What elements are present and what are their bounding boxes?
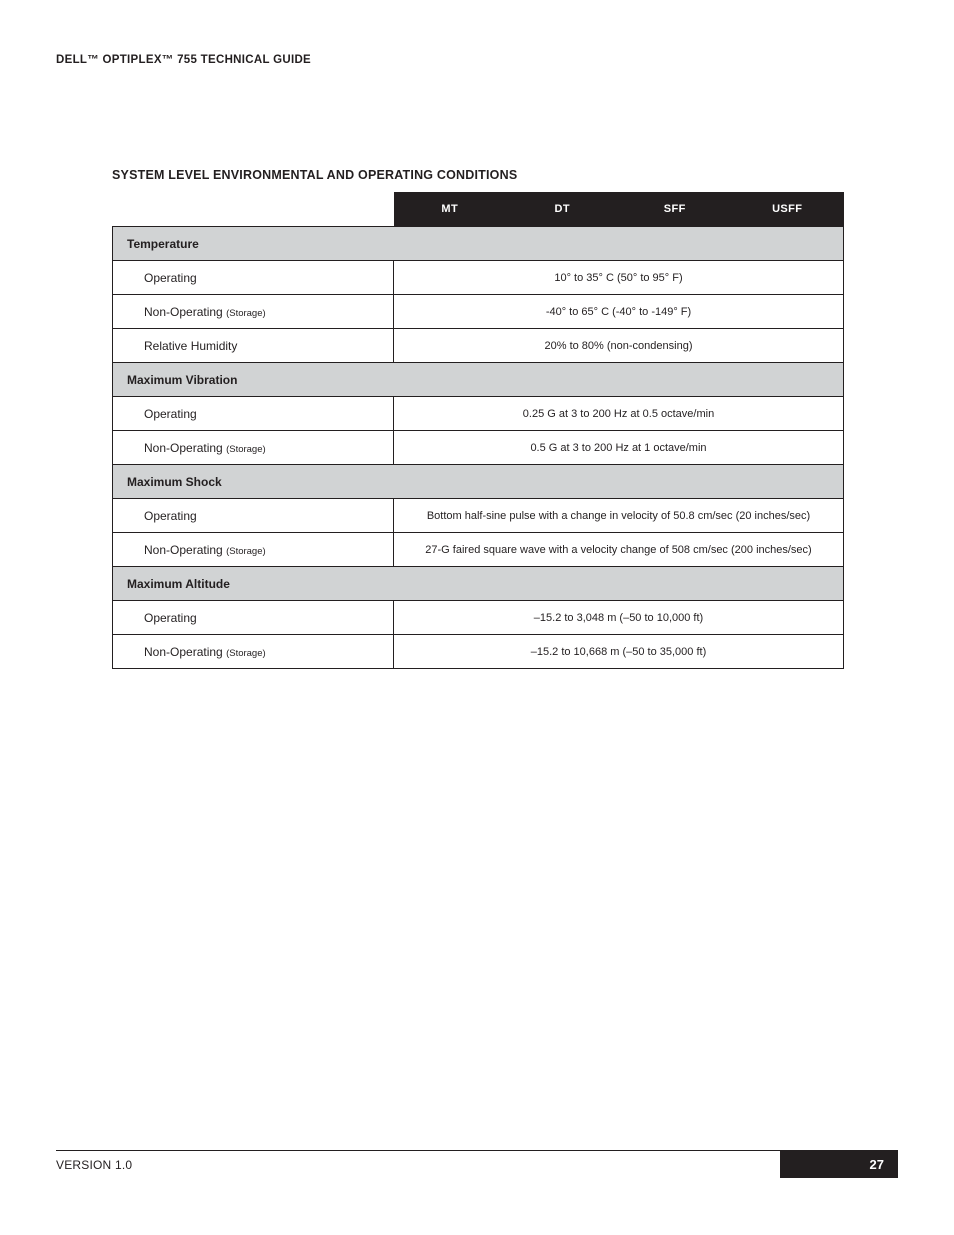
section-title: SYSTEM LEVEL ENVIRONMENTAL AND OPERATING CONDITIONS	[112, 168, 518, 182]
row-label	[113, 295, 394, 329]
category-label: Maximum Shock	[113, 465, 844, 499]
row-label-text: Operating	[144, 270, 197, 285]
table-row	[113, 295, 844, 329]
column-header-sff: SFF	[663, 203, 686, 215]
row-label-text: Non-Operating	[144, 542, 223, 557]
header-blank-cell	[113, 192, 394, 227]
row-label-text: Non-Operating	[144, 304, 223, 319]
row-label-text: Operating	[144, 508, 197, 523]
table-row	[113, 261, 844, 295]
column-header-usff: USFF	[772, 203, 803, 215]
table-row	[113, 397, 844, 431]
row-value: 20% to 80% (non-condensing)	[394, 329, 844, 363]
row-label	[113, 431, 394, 465]
row-label	[113, 533, 394, 567]
row-value: 0.5 G at 3 to 200 Hz at 1 octave/min	[394, 431, 844, 465]
table-row	[113, 601, 844, 635]
header-columns-cell	[394, 192, 844, 227]
row-value: –15.2 to 3,048 m (–50 to 10,000 ft)	[394, 601, 844, 635]
row-value: –15.2 to 10,668 m (–50 to 35,000 ft)	[394, 635, 844, 669]
category-row-shock	[113, 465, 844, 499]
row-label-note: (Storage)	[226, 545, 266, 557]
category-label: Temperature	[113, 227, 844, 261]
row-label-note: (Storage)	[226, 307, 266, 319]
row-label	[113, 329, 394, 363]
row-value: 0.25 G at 3 to 200 Hz at 0.5 octave/min	[394, 397, 844, 431]
row-label-note: (Storage)	[226, 647, 266, 659]
row-label-text: Relative Humidity	[144, 338, 238, 353]
page-number-box	[780, 1151, 898, 1178]
row-label-text: Non-Operating	[144, 440, 223, 455]
row-value: 27-G faired square wave with a velocity change of 508 cm/sec (200 inches/sec)	[394, 533, 844, 567]
row-label	[113, 635, 394, 669]
table-row	[113, 329, 844, 363]
row-label-note: (Storage)	[226, 443, 266, 455]
column-header-dt: DT	[554, 203, 570, 215]
row-label	[113, 397, 394, 431]
column-header-mt: MT	[441, 203, 459, 215]
footer-divider	[56, 1150, 898, 1151]
environmental-conditions-table	[112, 192, 844, 669]
category-label: Maximum Altitude	[113, 567, 844, 601]
category-label: Maximum Vibration	[113, 363, 844, 397]
row-value: -40° to 65° C (-40° to -149° F)	[394, 295, 844, 329]
category-row-altitude	[113, 567, 844, 601]
table-row	[113, 635, 844, 669]
category-row-temperature	[113, 227, 844, 261]
row-value: Bottom half-sine pulse with a change in velocity of 50.8 cm/sec (20 inches/sec)	[394, 499, 844, 533]
table-row	[113, 499, 844, 533]
version-label: VERSION 1.0	[56, 1158, 133, 1172]
row-label-text: Non-Operating	[144, 644, 223, 659]
table-header-row	[113, 192, 844, 227]
row-label	[113, 601, 394, 635]
row-value: 10° to 35° C (50° to 95° F)	[394, 261, 844, 295]
row-label-text: Operating	[144, 610, 197, 625]
table-row	[113, 533, 844, 567]
category-row-vibration	[113, 363, 844, 397]
table-row	[113, 431, 844, 465]
row-label-text: Operating	[144, 406, 197, 421]
row-label	[113, 261, 394, 295]
row-label	[113, 499, 394, 533]
page-number: 27	[869, 1157, 884, 1172]
document-header: DELL™ OPTIPLEX™ 755 TECHNICAL GUIDE	[56, 54, 312, 66]
